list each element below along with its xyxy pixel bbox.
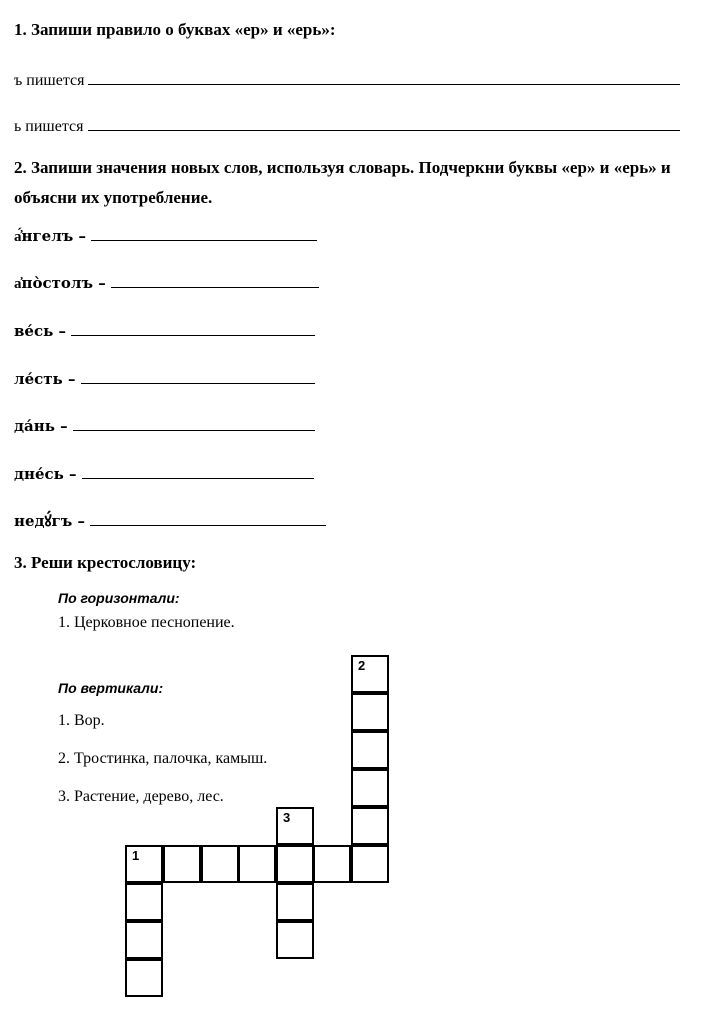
- answer-blank[interactable]: [82, 477, 314, 479]
- crossword-cell[interactable]: [125, 959, 163, 997]
- word-row: [14, 417, 315, 435]
- task1-title: 1. Запиши правило о буквах «ер» и «ерь»:: [14, 20, 336, 39]
- task2-title-line2: объясни их употребление.: [14, 188, 213, 207]
- rule-label: ь пишется: [14, 118, 84, 135]
- rule-label: ъ пишется: [14, 72, 85, 89]
- word-row: [14, 370, 315, 388]
- crossword-cell[interactable]: [351, 845, 389, 883]
- across-label: По горизонтали:: [58, 590, 180, 606]
- word-row: [14, 322, 315, 340]
- crossword-cell[interactable]: [163, 845, 201, 883]
- crossword-cell[interactable]: [351, 655, 389, 693]
- down-clue: 1. Вор.: [58, 712, 105, 729]
- answer-blank[interactable]: [88, 83, 680, 85]
- word: а҆по̀столъ –: [14, 274, 106, 292]
- down-clue: 3. Растение, дерево, лес.: [58, 788, 224, 805]
- answer-blank[interactable]: [81, 382, 315, 384]
- word-row: [14, 227, 317, 246]
- across-clue: 1. Церковное песнопение.: [58, 614, 235, 631]
- crossword-cell[interactable]: [313, 845, 351, 883]
- answer-blank[interactable]: [90, 524, 326, 526]
- word: да́нь –: [14, 417, 68, 435]
- word-row: [14, 274, 319, 293]
- word: ве́сь –: [14, 322, 67, 340]
- crossword-cell[interactable]: [351, 693, 389, 731]
- crossword-cell[interactable]: [276, 883, 314, 921]
- clue-number: 1: [132, 848, 140, 863]
- clue-number: 2: [358, 658, 366, 673]
- answer-blank[interactable]: [91, 239, 317, 241]
- crossword-cell[interactable]: [276, 807, 314, 845]
- word-row: [14, 465, 314, 483]
- crossword-cell[interactable]: [351, 731, 389, 769]
- word: дне́сь –: [14, 465, 77, 483]
- crossword-cell[interactable]: [276, 921, 314, 959]
- answer-blank[interactable]: [111, 286, 319, 288]
- rule-line-erj: [14, 118, 680, 136]
- answer-blank[interactable]: [71, 334, 315, 336]
- crossword-cell[interactable]: [125, 883, 163, 921]
- word: недꙋ́гъ –: [14, 512, 85, 530]
- crossword-cell[interactable]: [125, 921, 163, 959]
- crossword-cell[interactable]: [351, 807, 389, 845]
- word-row: [14, 511, 326, 531]
- word: ле́сть –: [14, 370, 76, 388]
- rule-line-er: [14, 72, 680, 90]
- crossword-cell[interactable]: [276, 845, 314, 883]
- answer-blank[interactable]: [88, 129, 680, 131]
- crossword-cell[interactable]: [351, 769, 389, 807]
- down-label: По вертикали:: [58, 680, 164, 696]
- task3-title: 3. Реши крестословицу:: [14, 553, 197, 572]
- clue-number: 3: [283, 810, 291, 825]
- crossword-cell[interactable]: [125, 845, 163, 883]
- crossword-cell[interactable]: [201, 845, 239, 883]
- down-clue: 2. Тростинка, палочка, камыш.: [58, 750, 268, 767]
- word: а҆́нгелъ –: [14, 227, 87, 245]
- answer-blank[interactable]: [73, 429, 315, 431]
- crossword-cell[interactable]: [238, 845, 276, 883]
- task2-title-line1: 2. Запиши значения новых слов, используя словарь. Подчеркни буквы «ер» и «ерь» и: [14, 158, 671, 177]
